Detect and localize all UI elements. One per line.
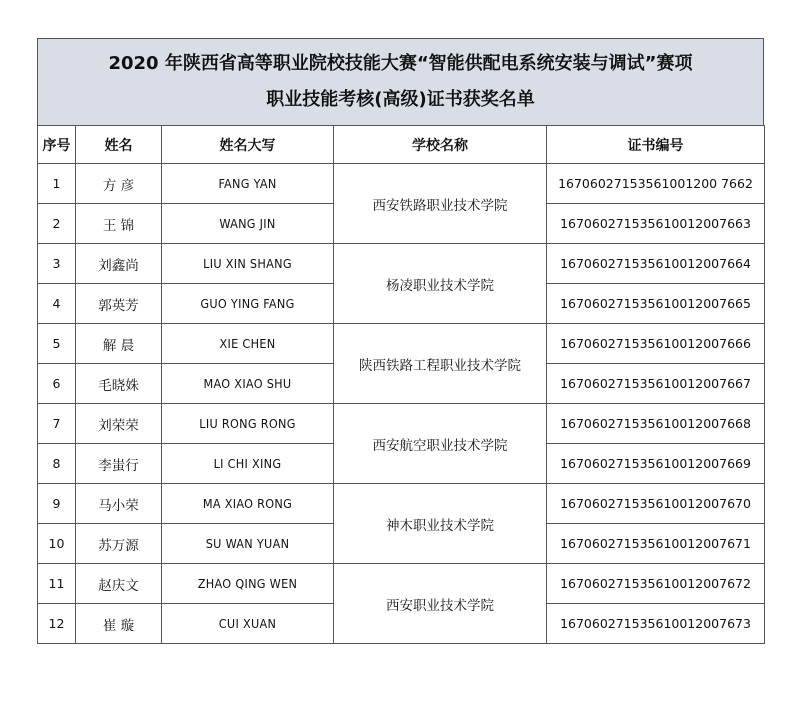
award-table <box>37 125 765 644</box>
row-number: 8 <box>38 444 76 484</box>
person-name-upper: SU WAN YUAN <box>162 524 334 564</box>
certificate-number: 167060271535610012007671 <box>547 524 765 564</box>
table-row <box>38 484 765 524</box>
title-block <box>37 38 764 125</box>
person-name: 赵庆文 <box>76 564 162 604</box>
header-name: 姓名 <box>76 126 162 164</box>
table-row <box>38 404 765 444</box>
title-line-1: 2020 年陕西省高等职业院校技能大赛“智能供配电系统安装与调试”赛项 <box>108 53 693 74</box>
certificate-number: 167060271535610012007668 <box>547 404 765 444</box>
row-number: 6 <box>38 364 76 404</box>
row-number: 9 <box>38 484 76 524</box>
certificate-number: 167060271535610012007667 <box>547 364 765 404</box>
certificate-number: 167060271535610012007672 <box>547 564 765 604</box>
school-name: 杨凌职业技术学院 <box>334 244 547 324</box>
header-no: 序号 <box>38 126 76 164</box>
certificate-number: 16706027153561001200 7662 <box>547 164 765 204</box>
person-name-upper: XIE CHEN <box>162 324 334 364</box>
certificate-number: 167060271535610012007673 <box>547 604 765 644</box>
person-name-upper: MA XIAO RONG <box>162 484 334 524</box>
person-name: 王 锦 <box>76 204 162 244</box>
person-name-upper: LI CHI XING <box>162 444 334 484</box>
title-line-2: 职业技能考核(高级)证书获奖名单 <box>266 89 535 110</box>
person-name: 苏万源 <box>76 524 162 564</box>
person-name: 毛晓姝 <box>76 364 162 404</box>
school-name: 神木职业技术学院 <box>334 484 547 564</box>
row-number: 5 <box>38 324 76 364</box>
row-number: 1 <box>38 164 76 204</box>
person-name-upper: LIU RONG RONG <box>162 404 334 444</box>
person-name: 刘鑫尚 <box>76 244 162 284</box>
person-name-upper: CUI XUAN <box>162 604 334 644</box>
table-row <box>38 324 765 364</box>
certificate-number: 167060271535610012007663 <box>547 204 765 244</box>
school-name: 陕西铁路工程职业技术学院 <box>334 324 547 404</box>
certificate-number: 167060271535610012007670 <box>547 484 765 524</box>
row-number: 12 <box>38 604 76 644</box>
person-name-upper: ZHAO QING WEN <box>162 564 334 604</box>
person-name: 马小荣 <box>76 484 162 524</box>
person-name: 郭英芳 <box>76 284 162 324</box>
person-name: 解 晨 <box>76 324 162 364</box>
row-number: 11 <box>38 564 76 604</box>
school-name: 西安铁路职业技术学院 <box>334 164 547 244</box>
certificate-number: 167060271535610012007666 <box>547 324 765 364</box>
table-row <box>38 244 765 284</box>
person-name-upper: FANG YAN <box>162 164 334 204</box>
person-name-upper: WANG JIN <box>162 204 334 244</box>
row-number: 10 <box>38 524 76 564</box>
certificate-number: 167060271535610012007669 <box>547 444 765 484</box>
table-row <box>38 164 765 204</box>
person-name: 崔 璇 <box>76 604 162 644</box>
row-number: 7 <box>38 404 76 444</box>
person-name: 李蚩行 <box>76 444 162 484</box>
header-name-upper: 姓名大写 <box>162 126 334 164</box>
row-number: 3 <box>38 244 76 284</box>
header-school: 学校名称 <box>334 126 547 164</box>
person-name: 刘荣荣 <box>76 404 162 444</box>
header-row <box>38 126 765 164</box>
certificate-number: 167060271535610012007664 <box>547 244 765 284</box>
row-number: 4 <box>38 284 76 324</box>
certificate-number: 167060271535610012007665 <box>547 284 765 324</box>
award-list-sheet <box>37 38 764 644</box>
person-name-upper: LIU XIN SHANG <box>162 244 334 284</box>
header-cert: 证书编号 <box>547 126 765 164</box>
person-name: 方 彦 <box>76 164 162 204</box>
row-number: 2 <box>38 204 76 244</box>
person-name-upper: MAO XIAO SHU <box>162 364 334 404</box>
table-row <box>38 564 765 604</box>
school-name: 西安航空职业技术学院 <box>334 404 547 484</box>
school-name: 西安职业技术学院 <box>334 564 547 644</box>
person-name-upper: GUO YING FANG <box>162 284 334 324</box>
